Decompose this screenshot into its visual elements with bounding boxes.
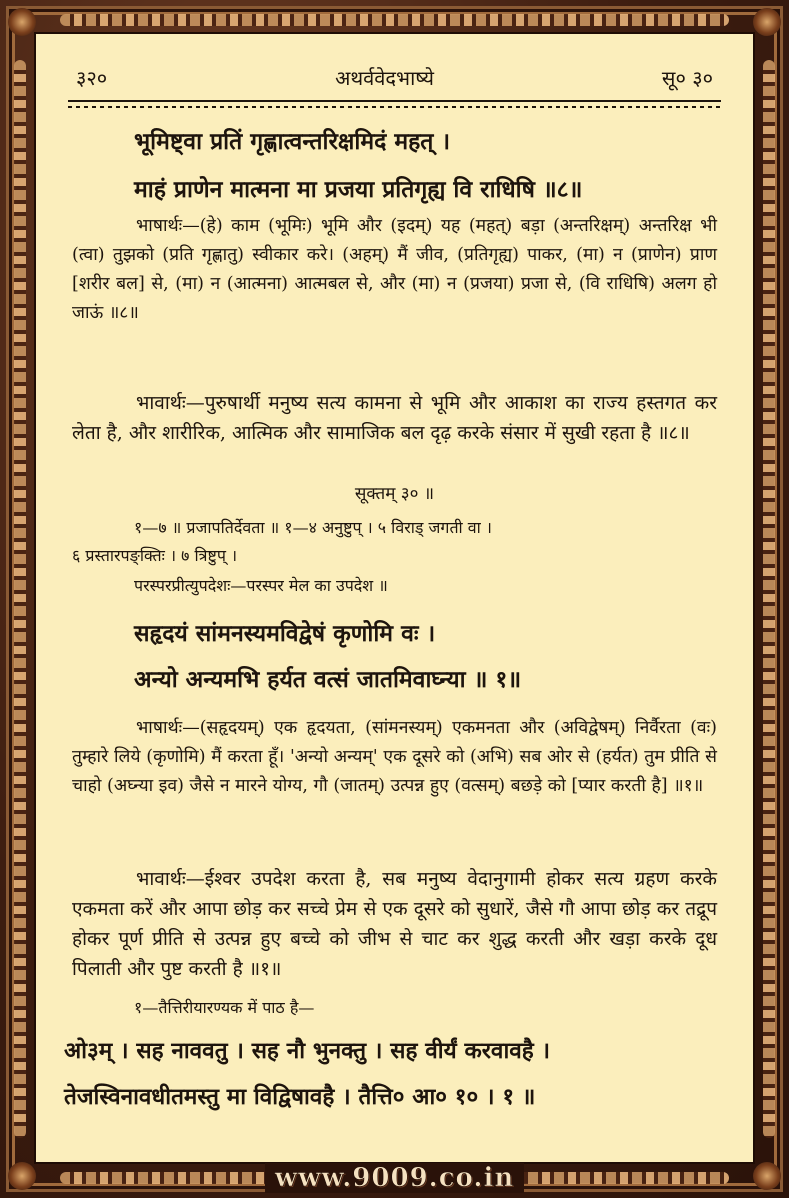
- sukta-reference: सू० ३०: [661, 66, 713, 90]
- frame-chain-top: [60, 14, 729, 26]
- corner-ornament: [753, 8, 781, 36]
- bhasharth-8: भाषार्थः—(हे) काम (भूमिः) भूमि और (इदम्) यह (महत्) बड़ा (अन्तरिक्षम्) अन्तरिक्ष भी (त्वा) तुझको (प्रति गृह्णातु) स्वीकार करे। (अहम्) मैं जीव, (प्रतिगृह्य) पाकर, (मा) न (प्राणेन) प्राण [शरीर बल] से, (मा) न (आत्मना) आत्मबल से, और (मा) न (प्रजया) प्रजा से, (वि राधिषि) अलग हो जाऊं ॥८॥: [72, 216, 717, 323]
- verse-8-line-1: भूमिष्ट्वा प्रतिं गृह्णात्वन्तरिक्षमिदं महत् ।: [134, 128, 451, 155]
- header-divider: [68, 100, 721, 110]
- verse-1-line-2: अन्यो अन्यमभि हर्यत वत्सं जातमिवाघ्न्या ॥ १॥: [134, 666, 522, 693]
- bhavarth-8: भावार्थः—पुरुषार्थी मनुष्य सत्य कामना से भूमि और आकाश का राज्य हस्तगत कर लेता है, और शारीरिक, आत्मिक और सामाजिक बल दृढ़ करके संसार में सुखी रहता है ॥८॥: [72, 392, 717, 444]
- frame-chain-left: [14, 60, 26, 1138]
- bhavarth-1: भावार्थः—ईश्वर उपदेश करता है, सब मनुष्य वेदानुगामी होकर सत्य ग्रहण करके एकमता करें और आपा छोड़ कर सच्चे प्रेम से एक दूसरे को सुधारें, जैसे गौ आपा छोड़ कर तद्रूप होकर पूर्ण प्रीति से उत्पन्न हुए बच्चे को जीभ से चाट कर शुद्ध करती और खड़ा करके दूध पिलाती और पुष्ट करती है ॥१॥: [72, 868, 717, 980]
- book-page: [36, 34, 753, 1162]
- footnote-intro: १—तैत्तिरीयारण्यक में पाठ है—: [134, 998, 315, 1017]
- upadesh-line: परस्परप्रीत्युपदेशः—परस्पर मेल का उपदेश ॥: [134, 576, 388, 595]
- frame-chain-right: [763, 60, 775, 1138]
- sukta-meta-2: ६ प्रस्तारपङ्क्तिः । ७ त्रिष्टुप् ।: [72, 546, 238, 565]
- footnote-verse-line-1: ओ३म् । सह नाववतु । सह नौ भुनक्तु । सह वीर्यं करवावहै ।: [64, 1038, 551, 1064]
- sukta-title: सूक्तम् ३० ॥: [354, 484, 435, 504]
- verse-8-line-2: माहं प्राणेन मात्मना मा प्रजया प्रतिगृह्य वि राधिषि ॥८॥: [134, 176, 583, 203]
- bhasharth-1: भाषार्थः—(सहृदयम्) एक हृदयता, (सांमनस्यम्) एकमनता और (अविद्वेषम्) निर्वैरता (वः) तुम्हारे लिये (कृणोमि) मैं करता हूँ। 'अन्यो अन्यम्' एक दूसरे को (अभि) सब ओर से (हर्यत) तुम प्रीति से चाहो (अघ्न्या इव) जैसे न मारने योग्य, गौ (जातम्) उत्पन्न हुए (वत्सम्) बछड़े को [प्यार करती है] ॥१॥: [72, 718, 717, 796]
- corner-ornament: [8, 8, 36, 36]
- watermark-text: www.9009.co.in: [265, 1163, 525, 1193]
- footnote-verse-line-2: तेजस्विनावधीतमस्तु मा विद्विषावहै । तैत्ति० आ० १० । १ ॥: [64, 1084, 536, 1110]
- page-number: ३२०: [76, 66, 108, 90]
- page-header: [76, 64, 713, 91]
- sukta-meta-1: १—७ ॥ प्रजापतिर्देवता ॥ १—४ अनुष्टुप् । ५ विराड् जगती वा ।: [134, 518, 492, 537]
- verse-1-line-1: सहृदयं सांमनस्यमविद्वेषं कृणोमि वः ।: [134, 620, 436, 647]
- book-title: अथर्ववेदभाष्ये: [335, 66, 434, 90]
- website-watermark: [0, 1162, 789, 1194]
